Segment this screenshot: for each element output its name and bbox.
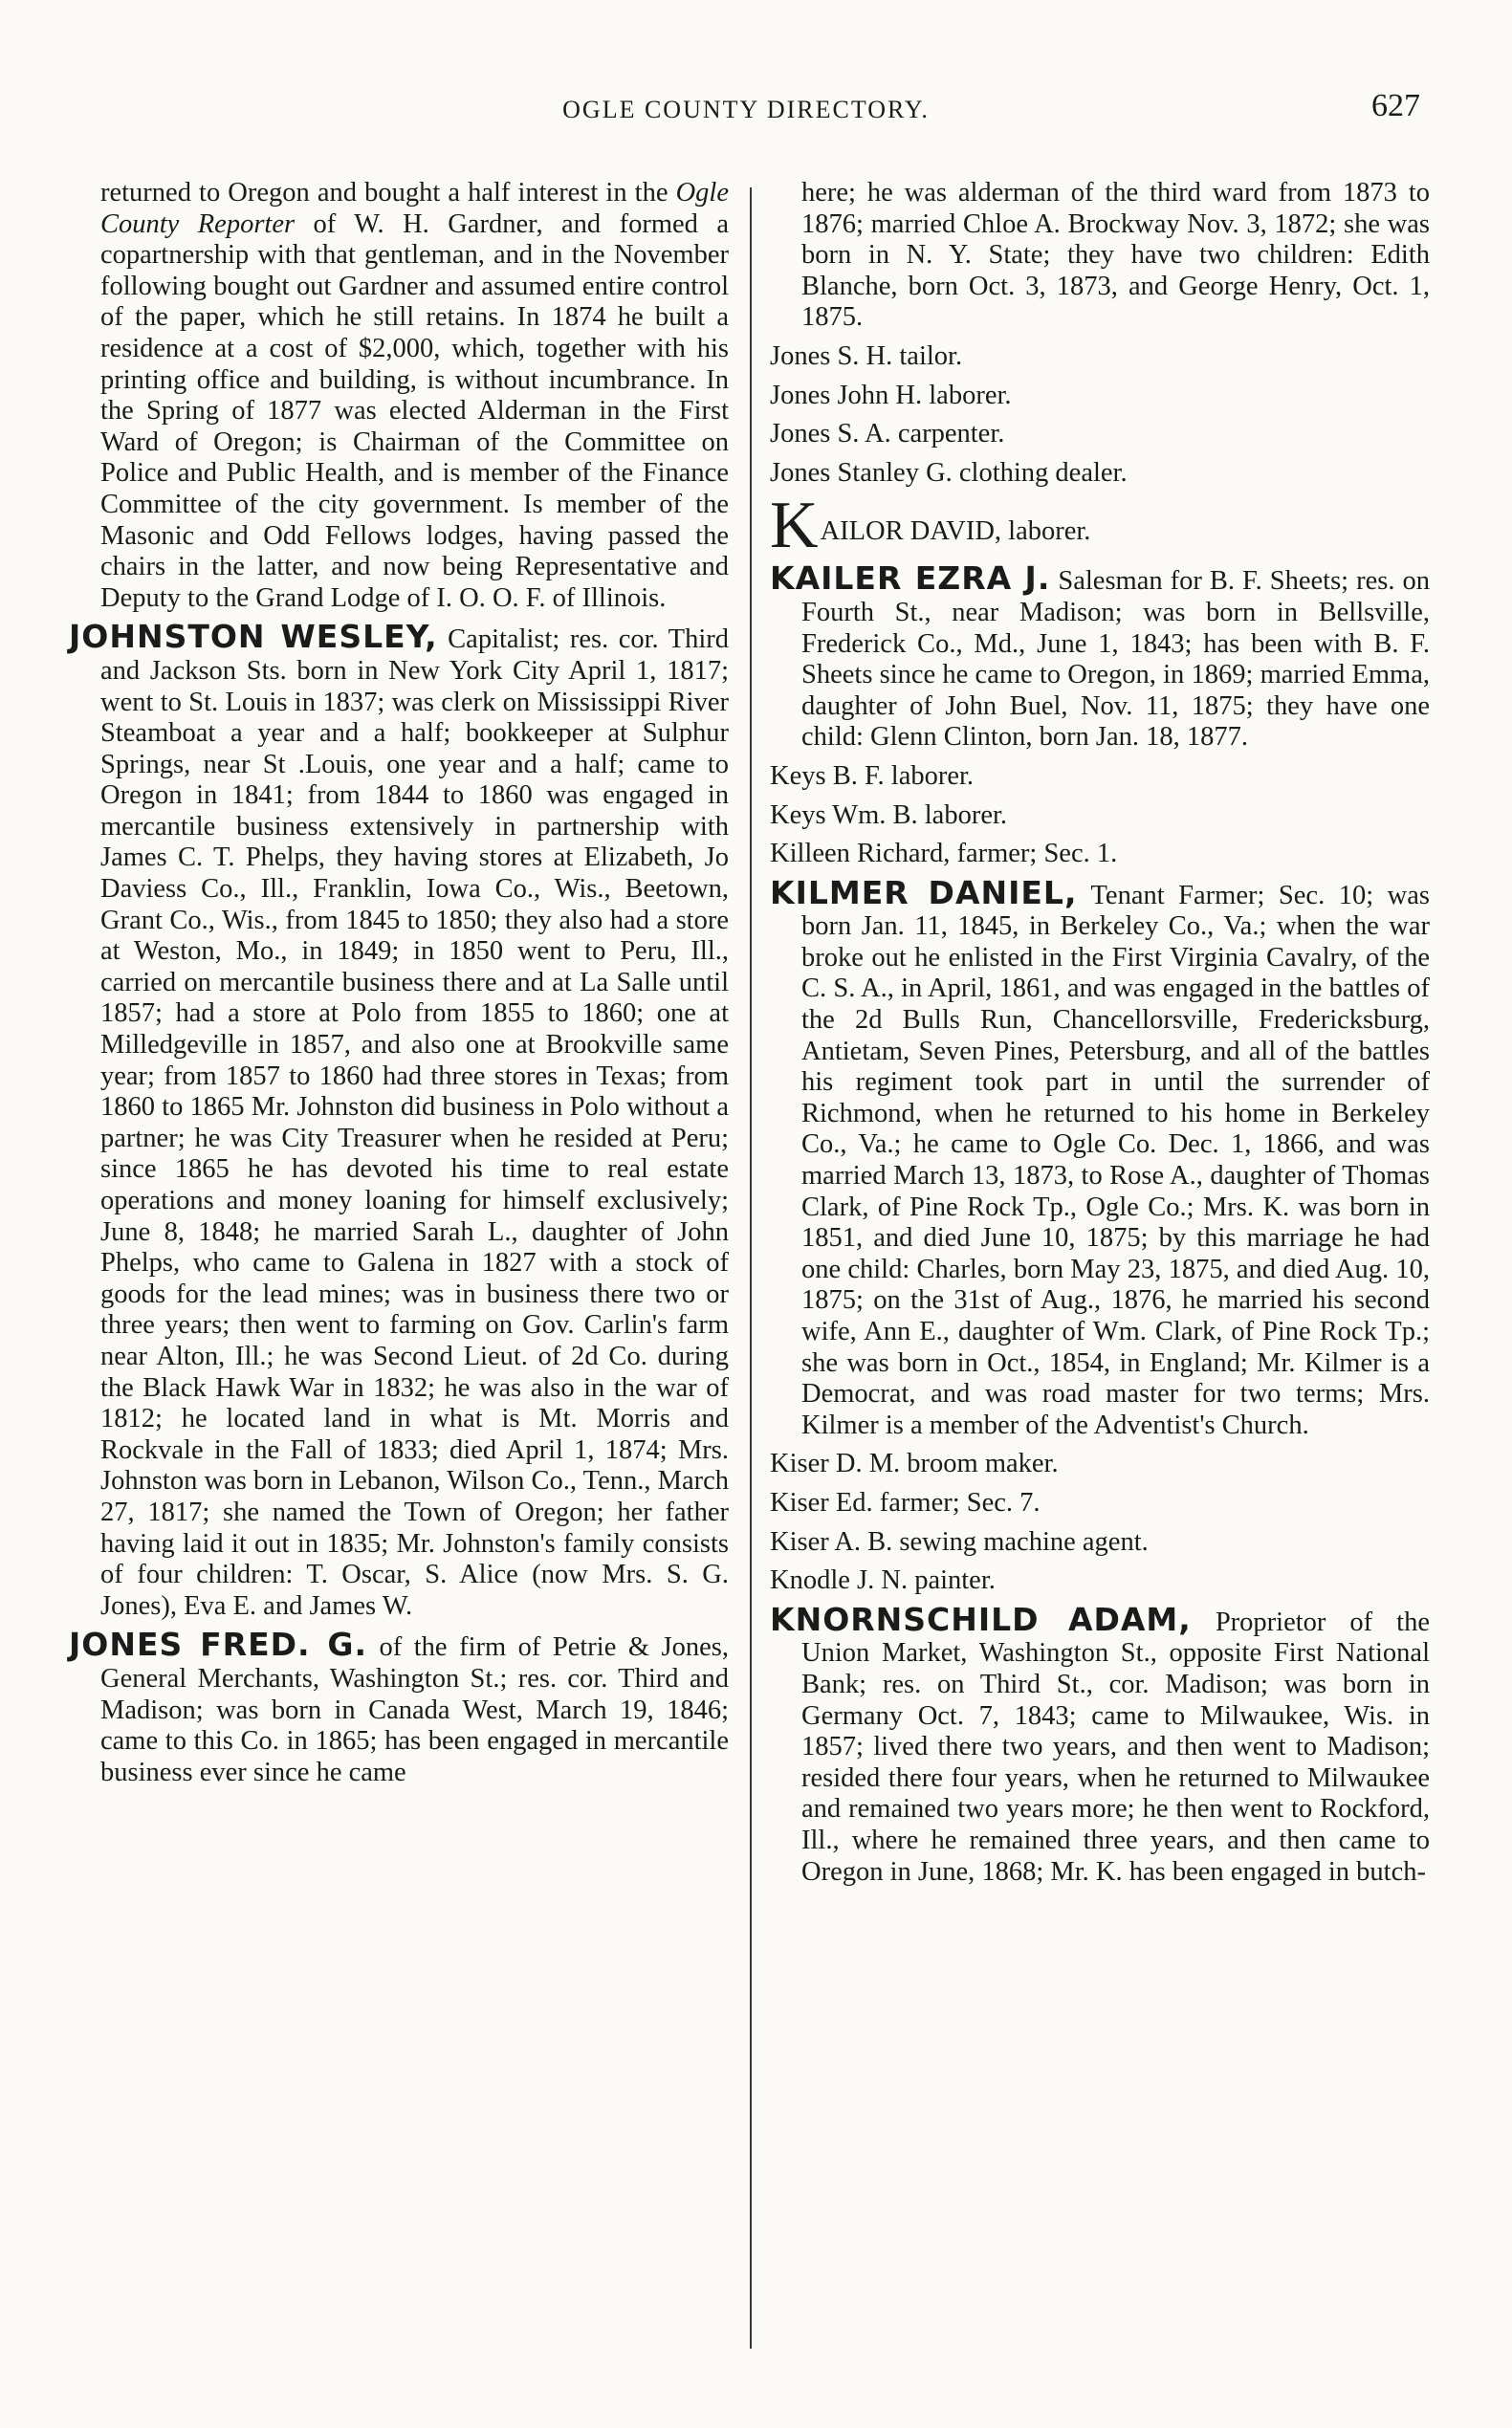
listing-entry: Kiser A. B. sewing machine agent. — [770, 1526, 1149, 1557]
entry-text: AILOR DAVID, laborer. — [820, 516, 1091, 547]
entry-name: KAILER EZRA J. — [770, 559, 1051, 598]
page-number: 627 — [1371, 88, 1420, 123]
listing-entry: Kiser Ed. farmer; Sec. 7. — [770, 1487, 1041, 1518]
listing-entry: Jones John H. laborer. — [770, 380, 1012, 410]
entry-text: Tenant Farmer; Sec. 10; was born Jan. 11, 1845, in Berkeley Co., Va.; when the war broke out he enlisted in the First Virginia Cavalry, of the C. S. A., in April, 1861, and was engaged in the battles of the 2d Bulls Run, Chancellorsville, Fredericksburg, Antietam, Seven Pines, Petersburg, and all of the battles his regiment took part in until the surrender of Richmond, when he returned to his home in Berkeley Co., Va.; he came to Ogle Co. Dec. 1, 1866, and was married March 13, 1873, to Rose A., daughter of Thomas Clark, of Pine Rock Tp., Ogle Co.; Mrs. K. was born in 1851, and died June 10, 1875; by this marriage he had one child: Charles, born May 23, 1875, and died Aug. 10, 1875; on the 31st of Aug., 1876, he married his second wife, Ann E., daughter of Wm. Clark, of Pine Rock Tp.; she was born in Oct., 1854, in England; Mr. Kilmer is a Democrat, and was road master for two terms; Mrs. Kilmer is a member of the Adventist's Church. — [801, 880, 1430, 1440]
listing-entry: Jones S. H. tailor. — [770, 340, 963, 371]
drop-cap-letter: K — [770, 489, 819, 563]
listing-entry: Keys Wm. B. laborer. — [770, 799, 1008, 830]
section-k-start — [770, 489, 1430, 563]
listing-entry: Keys B. F. laborer. — [770, 760, 975, 791]
entry-name: KILMER DANIEL, — [770, 873, 1078, 911]
entry-text: Capitalist; res. cor. Third and Jackson Sts. born in New York City April 1, 1817; went to St. Louis in 1837; was clerk on Mississippi River Steamboat a year and a half; bookkeeper at Sulphur Springs, near St .Louis, one year and a half; came to Oregon in 1841; from 1844 to 1860 was engaged in mercantile business extensively in partnership with James C. T. Phelps, they having stores at Elizabeth, Jo Daviess Co., Ill., Franklin, Iowa Co., Wis., Beetown, Grant Co., Wis., from 1845 to 1850; they also had a store at Weston, Mo., in 1849; in 1850 went to Peru, Ill., carried on mercantile business there and at La Salle until 1857; had a store at Polo from 1855 to 1860; one at Milledgeville in 1857, and also one at Brookville same year; from 1857 to 1860 had three stores in Texas; from 1860 to 1865 Mr. Johnston did business in Polo without a partner; he was City Treasurer when he resided at Peru; since 1865 he has devoted his time to real estate operations and money loaning for himself exclusively; June 8, 1848; he married Sarah L., daughter of John Phelps, who came to Galena in 1827 with a stock of goods for the lead mines; was in business there two or three years; then went to farming on Gov. Carlin's farm near Alton, Ill.; he was Second Lieut. of 2d Co. during the Black Hawk War in 1832; he was also in the war of 1812; he located land in what is Mt. Morris and Rockvale in the Fall of 1833; died April 1, 1874; Mrs. Johnston was born in Lebanon, Wilson Co., Tenn., March 27, 1817; she named the Town of Oregon; her father having laid it out in 1835; Mr. Johnston's family consists of four children: T. Oscar, S. Alice (now Mrs. S. G. Jones), Eva E. and James W. — [100, 624, 729, 1621]
entry-kilmer-daniel — [770, 873, 1430, 1442]
entry-text: Salesman for B. F. Sheets; res. on Fourth St., near Madison; was born in Bellsville, Frederick Co., Md., June 1, 1843; has been with B. F. Sheets since he came to Oregon, in 1869; married Emma, daughter of John Buel, Nov. 11, 1875; they have one child: Glenn Clinton, born Jan. 18, 1877. — [801, 566, 1430, 753]
newspaper-title: Ogle County Reporter — [100, 178, 729, 239]
entry-knornschild-adam — [770, 1600, 1430, 1888]
entry-name: JOHNSTON WESLEY, — [69, 618, 438, 656]
listing-entry: Jones S. A. carpenter. — [770, 419, 1005, 449]
listing-entry: Jones Stanley G. clothing dealer. — [770, 457, 1128, 488]
left-column — [69, 178, 729, 1796]
entry-kailer-ezra — [770, 559, 1430, 754]
continued-biography: here; he was alderman of the third ward from 1873 to 1876; married Chloe A. Brockway Nov. 3, 1872; she was born in N. Y. State; they have two children: Edith Blanche, born Oct. 3, 1873, and George Henry, Oct. 1, 1875. — [801, 178, 1430, 333]
column-divider — [750, 187, 752, 2349]
right-column — [770, 178, 1430, 1895]
entry-name: JONES FRED. G. — [69, 1626, 368, 1664]
listing-entry: Kiser D. M. broom maker. — [770, 1449, 1059, 1479]
entry-text: of the firm of Petrie & Jones, General Merchants, Washington St.; res. cor. Third and Madison; was born in Canada West, March 19, 1846; came to this Co. in 1865; has been engaged in mercantile business ever since he came — [100, 1632, 729, 1787]
entry-johnston-wesley — [69, 618, 729, 1622]
running-header: OGLE COUNTY DIRECTORY. — [562, 96, 930, 123]
continued-biography — [69, 178, 729, 614]
entry-name: KNORNSCHILD ADAM, — [770, 1600, 1192, 1638]
text-segment: of W. H. Gardner, and formed a copartnership with that gentleman, and in the November following bought out Gardner and assumed entire control of the paper, which he still retains. In 1874 he built a residence at a cost of $2,000, which, together with his printing office and building, is without incumbrance. In the Spring of 1877 was elected Alderman in the First Ward of Oregon; is Chairman of the Committee on Police and Public Health, and is member of the Finance Committee of the city government. Is member of the Masonic and Odd Fellows lodges, having passed the chairs in the latter, and now being Representative and Deputy to the Grand Lodge of I. O. O. F. of Illinois. — [100, 208, 729, 613]
entry-text: Proprietor of the Union Market, Washington St., opposite First National Bank; res. on Third St., cor. Madison; was born in Germany Oct. 7, 1843; came to Milwaukee, Wis. in 1857; lived there two years, and then went to Madison; resided there four years, when he returned to Milwaukee and remained two years more; he then went to Rockford, Ill., where he remained three years, and then came to Oregon in June, 1868; Mr. K. has been engaged in butch- — [801, 1607, 1430, 1887]
listing-entry: Killeen Richard, farmer; Sec. 1. — [770, 839, 1118, 869]
entry-jones-fred — [69, 1626, 729, 1788]
text-segment: returned to Oregon and bought a half interest in the — [100, 178, 676, 208]
listing-entry: Knodle J. N. painter. — [770, 1565, 996, 1596]
